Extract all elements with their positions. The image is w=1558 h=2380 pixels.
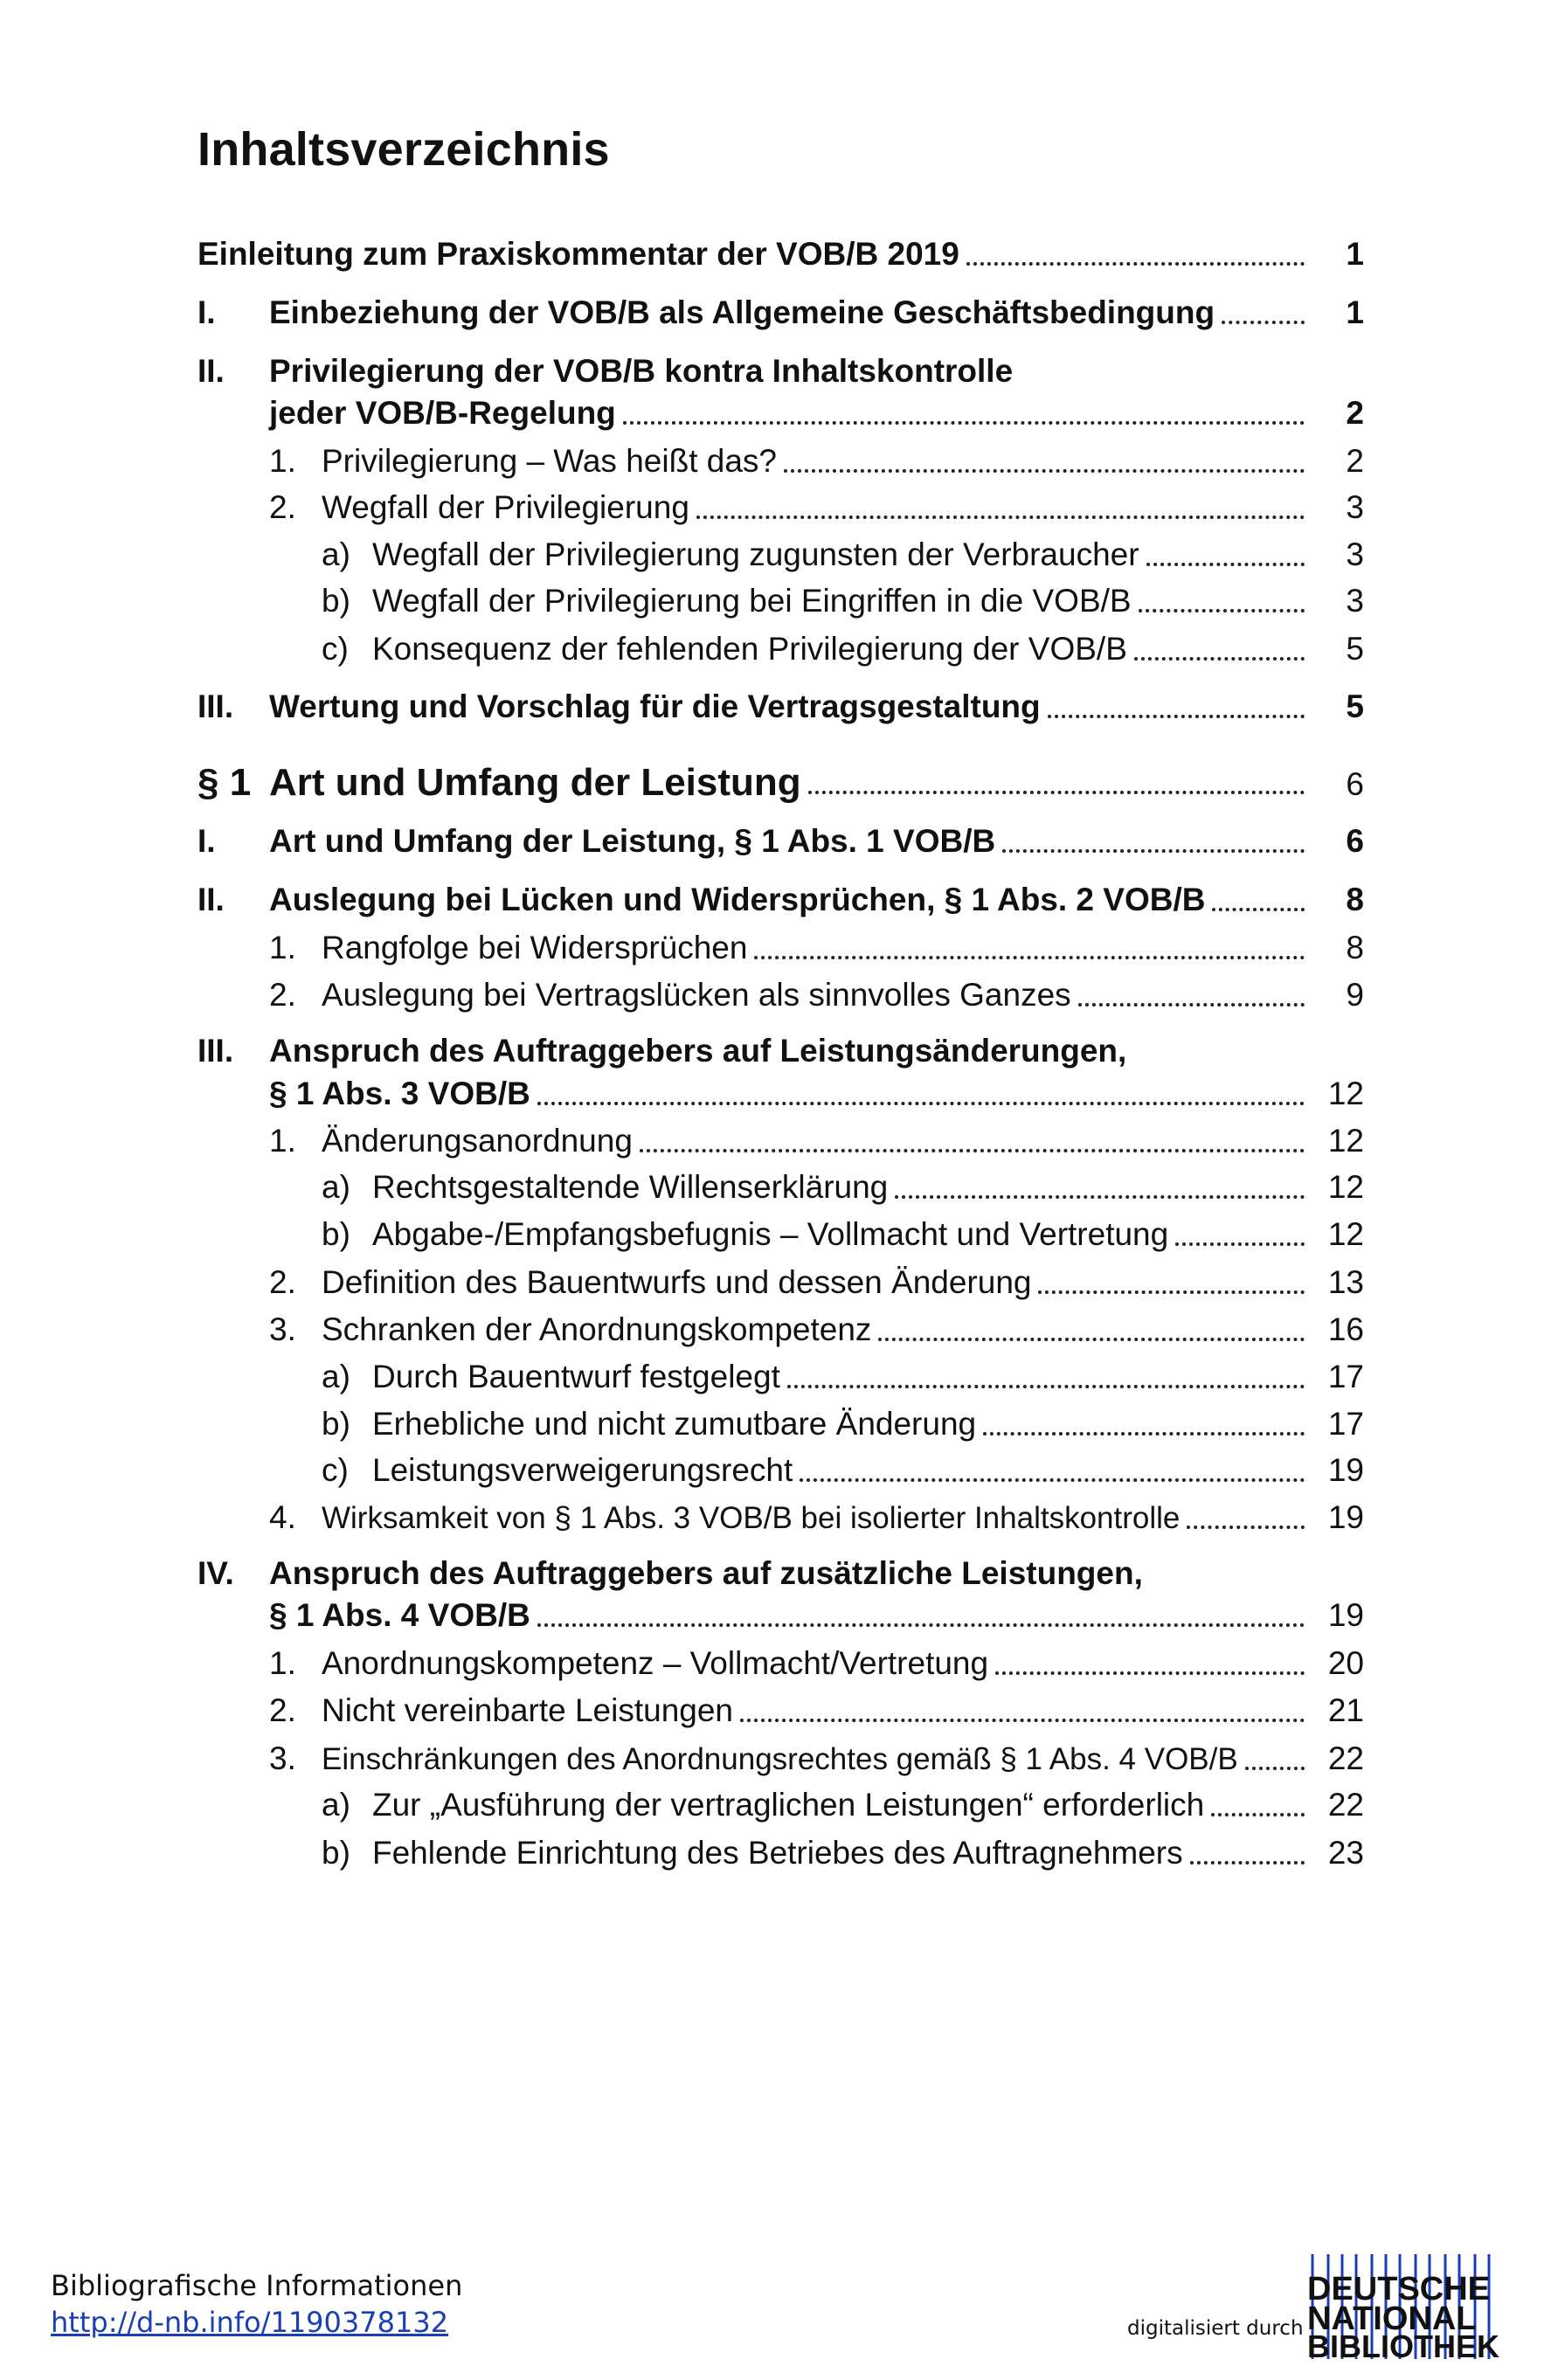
- toc-entry-label: Art und Umfang der Leistung: [269, 761, 801, 804]
- bib-label: Bibliografische Informationen: [51, 2269, 463, 2302]
- leader-dots: [537, 1102, 1305, 1105]
- toc-page-number: 16: [1327, 1311, 1364, 1347]
- toc-entry-label: Durch Bauentwurf festgelegt: [372, 1359, 780, 1394]
- toc-page-number: 20: [1327, 1645, 1364, 1681]
- toc-entry[interactable]: [269, 488, 1364, 528]
- toc-entry-label-line1: Anspruch des Auftraggebers auf Leistungsänderungen,: [269, 1033, 1127, 1069]
- dnb-logo: [1302, 2254, 1512, 2359]
- toc-entry[interactable]: [322, 1450, 1364, 1491]
- leader-dots: [784, 469, 1305, 473]
- toc-page-number: 1: [1346, 236, 1364, 272]
- toc-entry[interactable]: [269, 441, 1364, 481]
- toc-entry-label: Privilegierung – Was heißt das?: [322, 443, 777, 479]
- toc-entry-number: c): [322, 1452, 349, 1488]
- toc-entry[interactable]: [269, 1074, 1364, 1114]
- toc-entry[interactable]: [322, 629, 1364, 669]
- toc-entry-label-line1: Privilegierung der VOB/B kontra Inhaltskontrolle: [269, 353, 1014, 389]
- toc-entry-label: Erhebliche und nicht zumutbare Änderung: [372, 1406, 977, 1442]
- toc-entry-label: § 1 Abs. 4 VOB/B: [269, 1597, 530, 1633]
- bibliographic-info: [51, 2267, 462, 2341]
- toc-entry[interactable]: [269, 1691, 1364, 1731]
- toc-entry-label: Wertung und Vorschlag für die Vertragsgestaltung: [269, 688, 1041, 724]
- leader-dots: [1190, 1861, 1305, 1865]
- toc-entry-number: § 1: [197, 761, 252, 804]
- leader-dots: [1211, 1813, 1305, 1816]
- toc-entry-label: § 1 Abs. 3 VOB/B: [269, 1076, 530, 1111]
- toc-entry-number: III.: [197, 1033, 234, 1069]
- toc-entry[interactable]: [269, 1739, 1364, 1779]
- toc-entry-number: 2.: [269, 489, 296, 525]
- leader-dots: [740, 1719, 1305, 1722]
- toc-entry[interactable]: [197, 293, 1364, 333]
- toc-entry[interactable]: [322, 1785, 1364, 1825]
- toc-entry[interactable]: [269, 1121, 1364, 1161]
- toc-entry-label-line1: Anspruch des Auftraggebers auf zusätzliche Leistungen,: [269, 1555, 1143, 1591]
- leader-dots: [1222, 321, 1305, 324]
- toc-entry-label: Auslegung bei Vertragslücken als sinnvolles Ganzes: [322, 977, 1071, 1013]
- toc-entry[interactable]: [269, 393, 1364, 433]
- toc-page-number: 19: [1327, 1597, 1364, 1633]
- toc-entry[interactable]: [269, 928, 1364, 968]
- toc-page-number: 22: [1327, 1787, 1364, 1823]
- leader-dots: [1134, 657, 1305, 661]
- toc-page-number: 3: [1346, 536, 1364, 572]
- page-title: Inhaltsverzeichnis: [197, 123, 610, 176]
- toc-entry-heading: [197, 1031, 1126, 1071]
- toc-entry-number: IV.: [197, 1555, 234, 1591]
- toc-entry-number: I.: [197, 294, 216, 330]
- toc-entry-label: Konsequenz der fehlenden Privilegierung der VOB/B: [372, 631, 1127, 667]
- leader-dots: [800, 1478, 1305, 1482]
- toc-entry-number: 3.: [269, 1311, 296, 1347]
- toc-entry-label: Einbeziehung der VOB/B als Allgemeine Geschäftsbedingung: [269, 294, 1215, 330]
- toc-page-number: 2: [1346, 443, 1364, 479]
- toc-entry-label: Fehlende Einrichtung des Betriebes des Auftragnehmers: [372, 1835, 1183, 1871]
- leader-dots: [995, 1671, 1305, 1675]
- leader-dots: [623, 421, 1305, 425]
- leader-dots: [754, 956, 1305, 959]
- leader-dots: [537, 1623, 1305, 1627]
- toc-entry-label: Art und Umfang der Leistung, § 1 Abs. 1 VOB/B: [269, 823, 996, 859]
- toc-entry-label: Einschränkungen des Anordnungsrechtes gemäß § 1 Abs. 4 VOB/B: [322, 1742, 1238, 1776]
- leader-dots: [966, 262, 1305, 266]
- toc-entry-number: a): [322, 1169, 350, 1205]
- toc-entry-number: 1.: [269, 1123, 296, 1159]
- toc-entry-number: a): [322, 1359, 350, 1394]
- toc-page-number: 2: [1346, 395, 1364, 431]
- leader-dots: [787, 1385, 1305, 1388]
- toc-page-number: 12: [1327, 1169, 1364, 1205]
- digitalized-by-label: digitalisiert durch: [1127, 2317, 1304, 2340]
- toc-entry-heading: [197, 351, 1013, 391]
- toc-entry-number: b): [322, 1406, 350, 1442]
- toc-entry-number: II.: [197, 882, 225, 917]
- toc-page-number: 19: [1327, 1452, 1364, 1488]
- toc-entry-number: a): [322, 536, 350, 572]
- leader-dots: [1048, 715, 1305, 718]
- toc-page-number: 21: [1327, 1692, 1364, 1728]
- toc-entry-number: 3.: [269, 1740, 296, 1776]
- toc-page-number: 12: [1327, 1123, 1364, 1159]
- toc-entry-label: Wegfall der Privilegierung bei Eingriffen in die VOB/B: [372, 583, 1132, 619]
- toc-entry[interactable]: [269, 1643, 1364, 1684]
- toc-entry-label: Änderungsanordnung: [322, 1123, 633, 1159]
- toc-page-number: 17: [1327, 1359, 1364, 1394]
- toc-entry[interactable]: [197, 821, 1364, 861]
- leader-dots: [1146, 563, 1305, 566]
- toc-entry[interactable]: [322, 1357, 1364, 1397]
- leader-dots: [1038, 1290, 1305, 1294]
- toc-page-number: 1: [1346, 294, 1364, 330]
- toc-entry[interactable]: [322, 1214, 1364, 1255]
- toc-entry[interactable]: [197, 687, 1364, 727]
- toc-entry-label: Rechtsgestaltende Willenserklärung: [372, 1169, 889, 1205]
- toc-entry-label: Wegfall der Privilegierung zugunsten der Verbraucher: [372, 536, 1139, 572]
- leader-dots: [1212, 908, 1305, 911]
- toc-entry[interactable]: [322, 1833, 1364, 1873]
- toc-entry-number: 4.: [269, 1499, 296, 1535]
- toc-page-number: 8: [1346, 882, 1364, 917]
- toc-entry-number: 1.: [269, 930, 296, 965]
- toc-entry-number: a): [322, 1787, 350, 1823]
- leader-dots: [878, 1338, 1305, 1341]
- toc-entry-label: Definition des Bauentwurfs und dessen Änderung: [322, 1264, 1032, 1300]
- toc-entry[interactable]: [322, 535, 1364, 575]
- toc-entry-label: Auslegung bei Lücken und Widersprüchen, § 1 Abs. 2 VOB/B: [269, 882, 1206, 917]
- toc-entry-label: Zur „Ausführung der vertraglichen Leistungen“ erforderlich: [372, 1787, 1205, 1823]
- toc-page-number: 17: [1327, 1406, 1364, 1442]
- toc-page-number: 3: [1346, 489, 1364, 525]
- toc-entry-number: b): [322, 1835, 350, 1871]
- toc-chapter-entry[interactable]: [197, 763, 1364, 803]
- toc-entry-label: Schranken der Anordnungskompetenz: [322, 1311, 872, 1347]
- leader-dots: [696, 515, 1305, 519]
- toc-entry[interactable]: [197, 880, 1364, 920]
- toc-entry-label: Abgabe-/Empfangsbefugnis – Vollmacht und Vertretung: [372, 1216, 1169, 1252]
- toc-entry[interactable]: [269, 1263, 1364, 1303]
- toc-page-number: 8: [1346, 930, 1364, 965]
- toc-page-number: 23: [1327, 1835, 1364, 1871]
- toc-page-number: 12: [1327, 1216, 1364, 1252]
- leader-dots: [1078, 1003, 1305, 1007]
- toc-entry[interactable]: [269, 1310, 1364, 1350]
- toc-entry-label: Leistungsverweigerungsrecht: [372, 1452, 793, 1488]
- toc-entry-number: 2.: [269, 1264, 296, 1300]
- leader-dots: [983, 1432, 1305, 1436]
- toc-entry-number: III.: [197, 688, 234, 724]
- toc-entry-label: Wirksamkeit von § 1 Abs. 3 VOB/B bei isolierter Inhaltskontrolle: [322, 1501, 1181, 1535]
- toc-entry-label: Wegfall der Privilegierung: [322, 489, 689, 525]
- toc-entry-number: b): [322, 583, 350, 619]
- logo-text-2: NATIONAL: [1307, 2300, 1477, 2337]
- toc-entry[interactable]: [322, 1404, 1364, 1444]
- toc-page-number: 5: [1346, 688, 1364, 724]
- toc-entry-number: 2.: [269, 1692, 296, 1728]
- toc-entry-label: jeder VOB/B-Regelung: [269, 395, 616, 431]
- toc-entry-number: 2.: [269, 977, 296, 1013]
- toc-page-number: 19: [1327, 1499, 1364, 1535]
- toc-page-number: 6: [1346, 766, 1364, 802]
- toc-entry-number: 1.: [269, 443, 296, 479]
- toc-entry[interactable]: [322, 581, 1364, 621]
- toc-entry[interactable]: [269, 975, 1364, 1015]
- bib-link[interactable]: http://d-nb.info/1190378132: [51, 2306, 449, 2339]
- toc-page-number: 13: [1327, 1264, 1364, 1300]
- toc-page-number: 5: [1346, 631, 1364, 667]
- toc-entry-label: Anordnungskompetenz – Vollmacht/Vertretung: [322, 1645, 989, 1681]
- leader-dots: [1175, 1242, 1305, 1246]
- toc-entry-number: I.: [197, 823, 216, 859]
- toc-page-number: 22: [1327, 1740, 1364, 1776]
- toc-entry-number: 1.: [269, 1645, 296, 1681]
- toc-entry-number: II.: [197, 353, 225, 389]
- toc-page-number: 9: [1346, 977, 1364, 1013]
- toc-page-number: 3: [1346, 583, 1364, 619]
- toc-entry[interactable]: [322, 1167, 1364, 1207]
- toc-entry-number: b): [322, 1216, 350, 1252]
- toc-entry-label: Einleitung zum Praxiskommentar der VOB/B 2019: [197, 236, 959, 272]
- toc-entry-heading: [197, 1553, 1143, 1594]
- leader-dots: [1187, 1526, 1305, 1529]
- leader-dots: [1245, 1767, 1305, 1770]
- toc-entry[interactable]: [197, 234, 1364, 274]
- toc-entry[interactable]: [269, 1595, 1364, 1636]
- leader-dots: [895, 1195, 1305, 1199]
- toc-page-number: 12: [1327, 1076, 1364, 1111]
- leader-dots: [1139, 609, 1305, 612]
- leader-dots: [808, 791, 1305, 794]
- toc-entry-label: Rangfolge bei Widersprüchen: [322, 930, 748, 965]
- logo-text-1: DEUTSCHE: [1307, 2271, 1491, 2307]
- toc-entry[interactable]: [269, 1498, 1364, 1538]
- toc-entry-label: Nicht vereinbarte Leistungen: [322, 1692, 734, 1728]
- leader-dots: [640, 1149, 1305, 1152]
- toc-page-number: 6: [1346, 823, 1364, 859]
- toc-entry-number: c): [322, 631, 349, 667]
- logo-text-3: BIBLIOTHEK: [1307, 2328, 1499, 2359]
- leader-dots: [1002, 849, 1305, 853]
